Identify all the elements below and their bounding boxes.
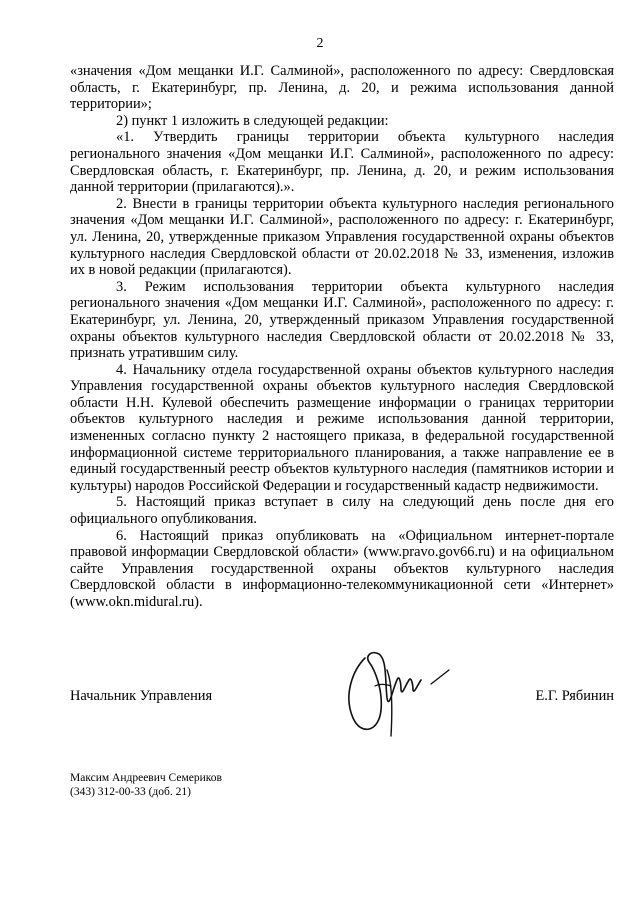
paragraph-point-2: 2) пункт 1 изложить в следующей редакции:	[116, 112, 389, 129]
paragraph-item-5: 5. Настоящий приказ вступает в силу на следующий день после дня его официального опубликования.	[70, 494, 614, 528]
paragraph-item-4: 4. Начальнику отдела государственной охраны объектов культурного наследия Управления государственной охраны объектов культурного наследия Свердловской области Н.Н. Кулевой обеспечить размещение информации о границах территории объектов культурного наследия и режиме использования данной территории, измененных согласно пункту 2 настоящего приказа, в федеральной государственной информационной системе территориального планирования, а также направление ее в единый государственный реестр объектов культурного наследия (памятников истории и культуры) народов Российской Федерации и государственный кадастр недвижимости.	[70, 361, 614, 494]
page-number: 2	[316, 36, 324, 51]
executor-name: Максим Андреевич Семериков	[70, 772, 222, 784]
paragraph-continuation: «значения «Дом мещанки И.Г. Салминой», расположенного по адресу: Свердловская область, г. Екатеринбург, пр. Ленина, д. 20, и режима использования данной территории»;	[70, 63, 614, 113]
handwritten-signature	[335, 640, 465, 750]
document-body	[70, 63, 614, 611]
paragraph-item-3: 3. Режим использования территории объекта культурного наследия регионального значения «Дом мещанки И.Г. Салминой», расположенного по адресу: г. Екатеринбург, ул. Ленина, 20, утвержденный приказом Управления государственной охраны объектов культурного наследия Свердловской области от 20.02.2018 № 33, признать утратившим силу.	[70, 278, 614, 362]
paragraph-new-edition: «1. Утвердить границы территории объекта культурного наследия регионального значения «Дом мещанки И.Г. Салминой», расположенного по адресу: Свердловская область, г. Екатеринбург, пр. Ленина, д. 20, и режим использования данной территории (прилагаются).».	[70, 129, 614, 196]
paragraph-item-2: 2. Внести в границы территории объекта культурного наследия регионального значения «Дом мещанки И.Г. Салминой», расположенного по адресу: г. Екатеринбург, ул. Ленина, 20, утвержденные приказом Управления государственной охраны объектов культурного наследия Свердловской области от 20.02.2018 № 33, изменения, изложив их в новой редакции (прилагаются).	[70, 195, 614, 279]
signatory-name: Е.Г. Рябинин	[535, 688, 614, 704]
paragraph-item-6: 6. Настоящий приказ опубликовать на «Официальном интернет-портале правовой информации Свердловской области» (www.pravo.gov66.ru) и на официальном сайте Управления государственной охраны объектов культурного наследия Свердловской области в информационно-телекоммуникационной сети «Интернет» (www.okn.midural.ru).	[70, 527, 614, 610]
executor-contacts	[70, 771, 222, 799]
signatory-title: Начальник Управления	[70, 688, 213, 704]
executor-phone: (343) 312-00-33 (доб. 21)	[70, 786, 191, 798]
